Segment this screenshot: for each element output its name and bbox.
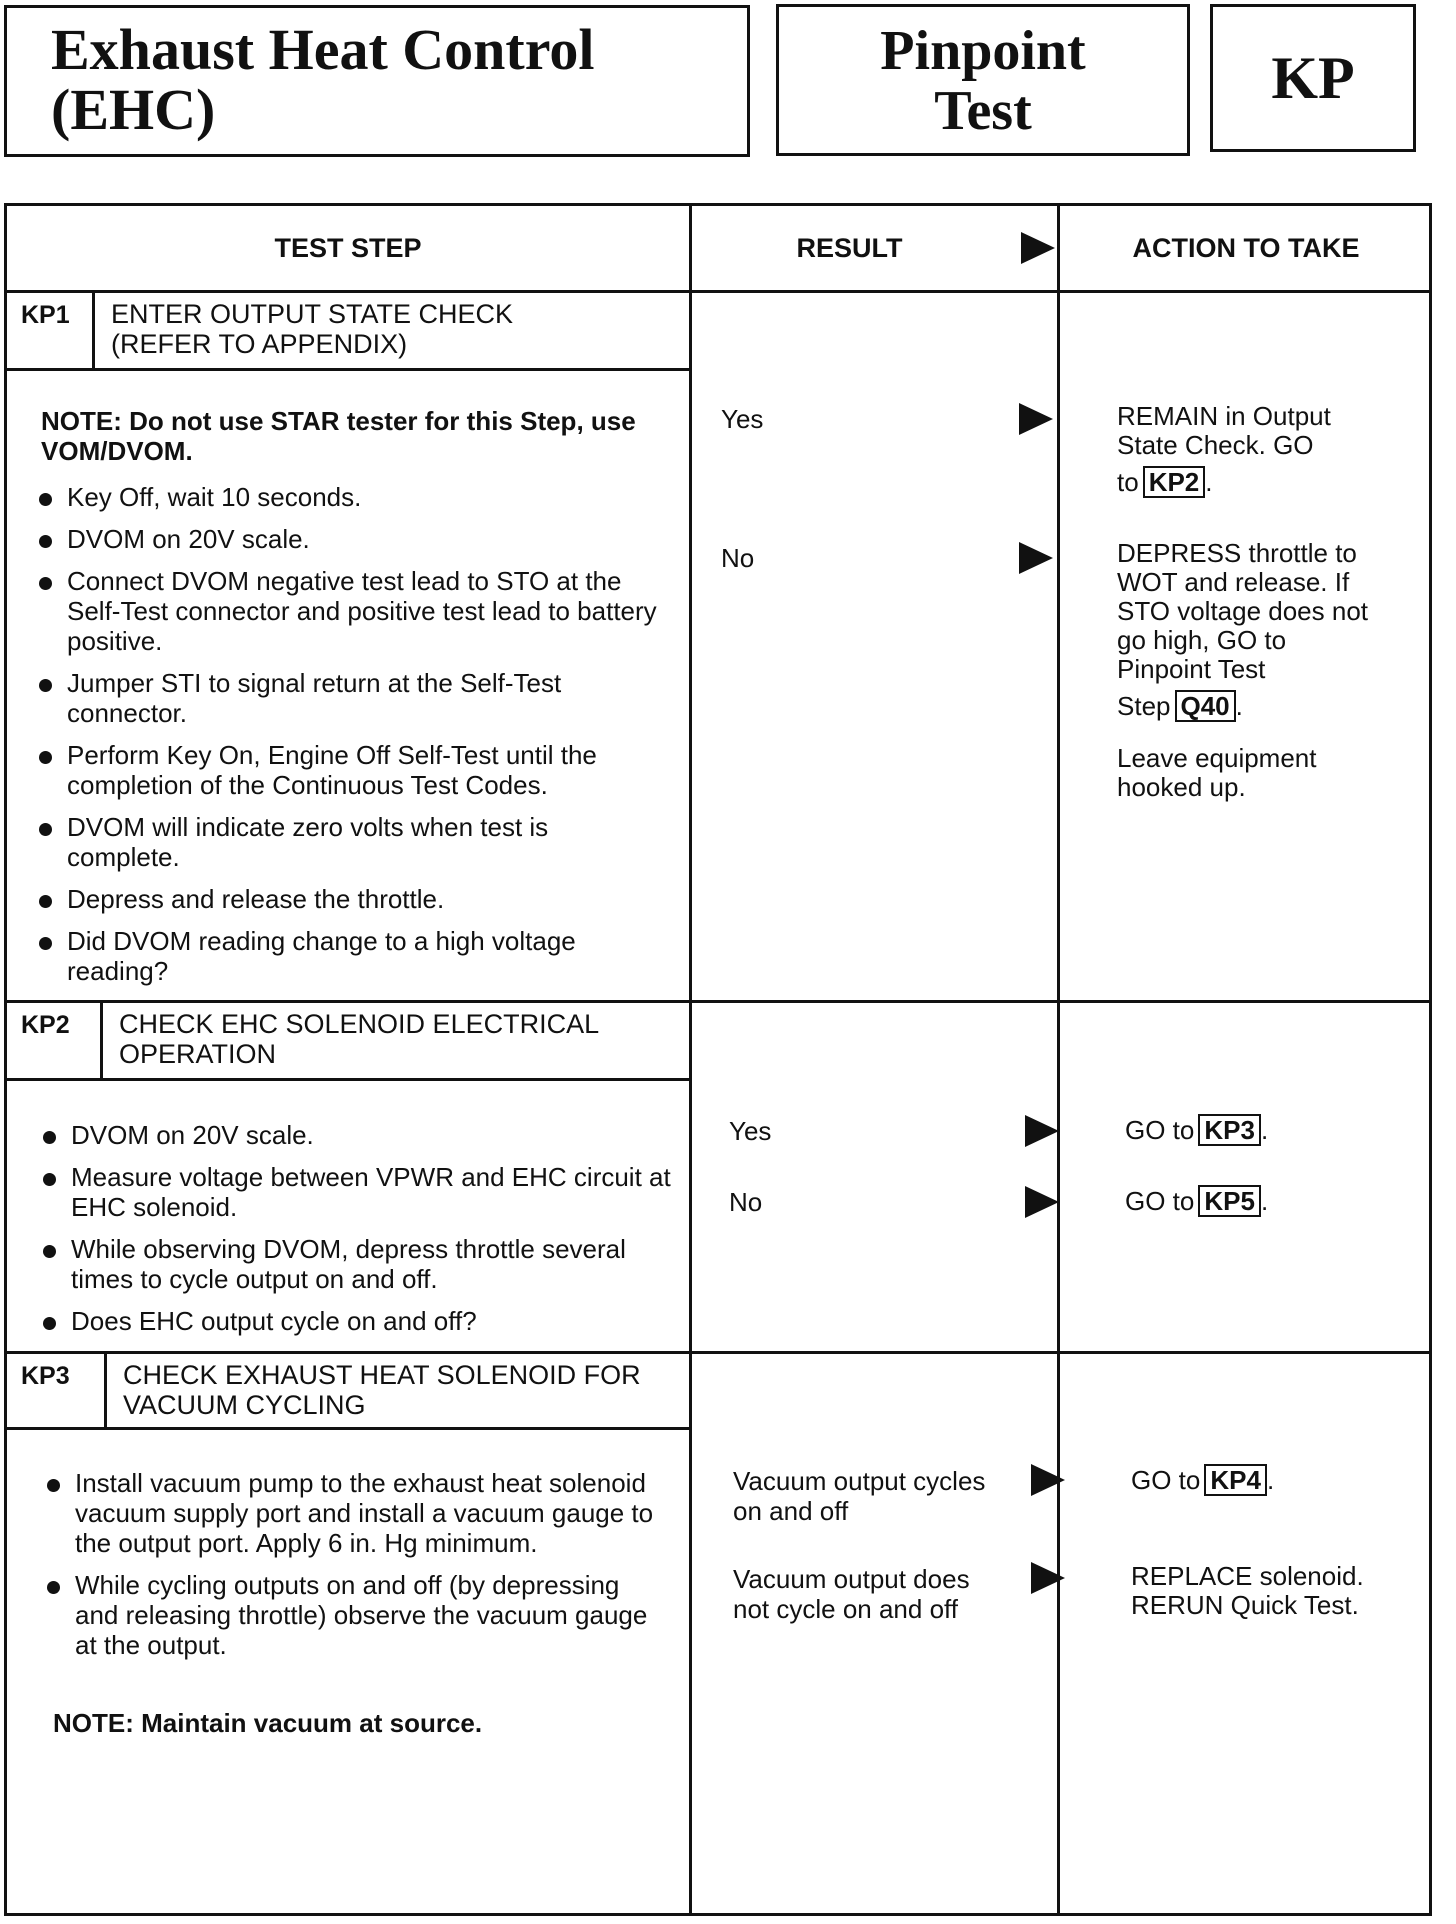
step-reference: KP2 <box>1143 466 1206 498</box>
page-title <box>4 5 750 157</box>
list-item: Connect DVOM negative test lead to STO at the Self-Test connector and positive test lead to battery positive. <box>37 566 667 656</box>
pinpoint-table <box>4 203 1432 1916</box>
step-code: KP2 <box>7 1003 103 1078</box>
list-item: DVOM will indicate zero volts when test is complete. <box>37 812 667 872</box>
step-title: CHECK EHC SOLENOID ELECTRICAL OPERATION <box>119 1009 600 1069</box>
list-item: Perform Key On, Engine Off Self-Test until the completion of the Continuous Test Codes. <box>37 740 667 800</box>
list-item: While cycling outputs on and off (by depressing and releasing throttle) observe the vacuum gauge at the output. <box>45 1570 665 1660</box>
step-header-kp2 <box>7 1003 689 1081</box>
step-reference: KP5 <box>1198 1185 1261 1217</box>
action-no: DEPRESS throttle to WOT and release. If STO voltage does not go high, GO to Pinpoint Test Step Q40 . Leave equipment hooked up. <box>1117 538 1369 802</box>
step-code: KP1 <box>7 293 95 368</box>
action-yes: GO to KP3 . <box>1125 1115 1269 1145</box>
arrow-icon <box>1031 1562 1065 1594</box>
step-title: ENTER OUTPUT STATE CHECK (REFER TO APPENDIX) <box>111 299 514 359</box>
result-cycles: Vacuum output cycles on and off <box>733 1466 986 1526</box>
kp2-bullet-list <box>41 1120 681 1348</box>
step-reference: Q40 <box>1175 690 1236 722</box>
step-header-kp3 <box>7 1354 689 1430</box>
pinpoint-test-label <box>776 4 1190 156</box>
action-no: GO to KP5 . <box>1125 1186 1269 1216</box>
arrow-icon <box>1021 232 1055 264</box>
result-no: No <box>729 1187 763 1217</box>
list-item: While observing DVOM, depress throttle several times to cycle output on and off. <box>41 1234 681 1294</box>
list-item: DVOM on 20V scale. <box>41 1120 681 1150</box>
list-item: Install vacuum pump to the exhaust heat solenoid vacuum supply port and install a vacuum gauge to the output port. Apply 6 in. Hg minimum. <box>45 1468 665 1558</box>
note: NOTE: Maintain vacuum at source. <box>53 1708 483 1738</box>
arrow-icon <box>1019 403 1053 435</box>
list-item: Does EHC output cycle on and off? <box>41 1306 681 1336</box>
divider-result <box>689 206 692 1913</box>
pinpoint-line-1: Pinpoint <box>880 20 1086 82</box>
step-header-kp1 <box>7 293 689 371</box>
kp1-bullet-list <box>37 482 667 998</box>
list-item: Key Off, wait 10 seconds. <box>37 482 667 512</box>
arrow-icon <box>1019 542 1053 574</box>
arrow-icon <box>1031 1464 1065 1496</box>
test-code: KP <box>1271 44 1355 111</box>
step-title: CHECK EXHAUST HEAT SOLENOID FOR VACUUM CYCLING <box>123 1360 641 1420</box>
step-code: KP3 <box>7 1354 107 1427</box>
list-item: Depress and release the throttle. <box>37 884 667 914</box>
arrow-icon <box>1025 1115 1059 1147</box>
pinpoint-line-2: Test <box>934 80 1032 142</box>
action-no-cycle: REPLACE solenoid. RERUN Quick Test. <box>1131 1561 1364 1620</box>
arrow-icon <box>1025 1186 1059 1218</box>
result-yes: Yes <box>721 404 764 434</box>
action-cycles: GO to KP4 . <box>1131 1465 1275 1495</box>
action-yes: REMAIN in Output State Check. GO to KP2 . <box>1117 401 1331 497</box>
test-code-box <box>1210 4 1416 152</box>
column-header-test-step: TEST STEP <box>274 232 422 263</box>
title-line-2: (EHC) <box>51 77 216 142</box>
result-no: No <box>721 543 755 573</box>
note: NOTE: Do not use STAR tester for this Step, use VOM/DVOM. <box>41 406 636 466</box>
list-item: Jumper STI to signal return at the Self-Test connector. <box>37 668 667 728</box>
result-no-cycle: Vacuum output does not cycle on and off <box>733 1564 970 1624</box>
column-header-action: ACTION TO TAKE <box>1132 232 1360 263</box>
kp3-bullet-list <box>45 1468 665 1672</box>
step-reference: KP4 <box>1204 1464 1267 1496</box>
divider-action <box>1057 206 1060 1913</box>
list-item: DVOM on 20V scale. <box>37 524 667 554</box>
title-line-1: Exhaust Heat Control <box>51 17 595 82</box>
list-item: Measure voltage between VPWR and EHC circuit at EHC solenoid. <box>41 1162 681 1222</box>
result-yes: Yes <box>729 1116 772 1146</box>
step-reference: KP3 <box>1198 1114 1261 1146</box>
column-header-result: RESULT <box>692 206 1057 290</box>
list-item: Did DVOM reading change to a high voltage reading? <box>37 926 667 986</box>
